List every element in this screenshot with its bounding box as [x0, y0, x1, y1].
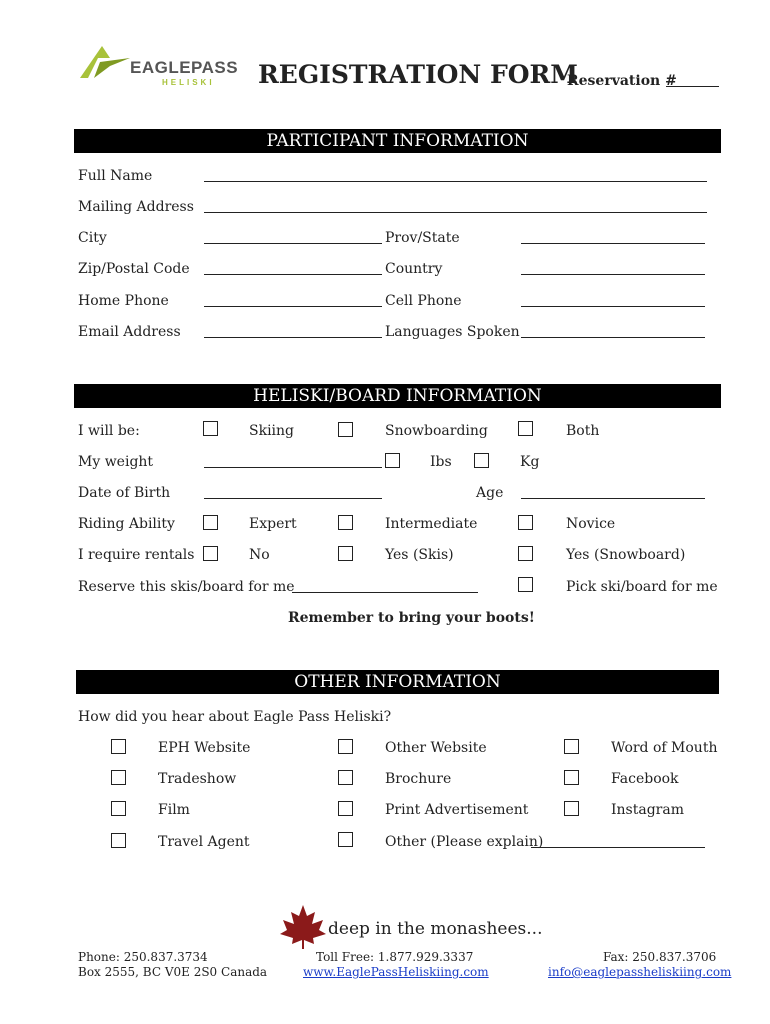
word-of-mouth-label: Word of Mouth: [611, 740, 718, 756]
languages-field[interactable]: [521, 337, 705, 338]
reserve-label: Reserve this skis/board for me: [78, 579, 295, 595]
brochure-label: Brochure: [385, 771, 452, 787]
boots-reminder: Remember to bring your boots!: [288, 610, 535, 626]
instagram-label: Instagram: [611, 802, 684, 818]
facebook-checkbox[interactable]: [564, 770, 579, 785]
rentals-skis-label: Yes (Skis): [385, 547, 454, 563]
rentals-skis-checkbox[interactable]: [338, 546, 353, 561]
other-website-label: Other Website: [385, 740, 487, 756]
tradeshow-label: Tradeshow: [158, 771, 237, 787]
expert-label: Expert: [249, 516, 297, 532]
lbs-checkbox[interactable]: [385, 453, 400, 468]
age-field[interactable]: [521, 498, 705, 499]
footer-address: Box 2555, BC V0E 2S0 Canada: [78, 965, 268, 979]
travel-agent-label: Travel Agent: [158, 834, 250, 850]
city-field[interactable]: [204, 243, 382, 244]
other-explain-field[interactable]: [531, 847, 705, 848]
dob-label: Date of Birth: [78, 485, 171, 501]
skiing-label: Skiing: [249, 423, 295, 439]
languages-label: Languages Spoken: [385, 324, 520, 340]
email-field[interactable]: [204, 337, 382, 338]
print-ad-label: Print Advertisement: [385, 802, 529, 818]
maple-leaf-icon: [279, 904, 327, 950]
expert-checkbox[interactable]: [203, 515, 218, 530]
i-will-be-label: I will be:: [78, 423, 140, 439]
pick-checkbox[interactable]: [518, 577, 533, 592]
eagle-logo-icon: [80, 44, 130, 80]
facebook-label: Facebook: [611, 771, 679, 787]
footer-phone: Phone: 250.837.3734: [78, 950, 208, 964]
skiing-checkbox[interactable]: [203, 421, 218, 436]
rentals-snowboard-label: Yes (Snowboard): [566, 547, 686, 563]
dob-field[interactable]: [204, 498, 382, 499]
pick-label: Pick ski/board for me: [566, 579, 718, 595]
form-title: REGISTRATION FORM: [258, 60, 578, 89]
reservation-label: Reservation #: [567, 73, 677, 89]
snowboarding-label: Snowboarding: [385, 423, 488, 439]
heliski-section-header: HELISKI/BOARD INFORMATION: [74, 384, 721, 408]
kg-label: Kg: [520, 454, 540, 470]
footer-fax: Fax: 250.837.3706: [603, 950, 717, 964]
word-of-mouth-checkbox[interactable]: [564, 739, 579, 754]
rentals-snowboard-checkbox[interactable]: [518, 546, 533, 561]
reservation-field[interactable]: [666, 86, 719, 87]
rentals-label: I require rentals: [78, 547, 195, 563]
my-weight-label: My weight: [78, 454, 154, 470]
intermediate-checkbox[interactable]: [338, 515, 353, 530]
mailing-address-label: Mailing Address: [78, 199, 194, 215]
weight-field[interactable]: [204, 467, 382, 468]
both-label: Both: [566, 423, 600, 439]
other-explain-label: Other (Please explain): [385, 834, 544, 850]
full-name-label: Full Name: [78, 168, 153, 184]
eph-website-checkbox[interactable]: [111, 739, 126, 754]
email-label: Email Address: [78, 324, 181, 340]
kg-checkbox[interactable]: [474, 453, 489, 468]
age-label: Age: [476, 485, 504, 501]
novice-checkbox[interactable]: [518, 515, 533, 530]
website-link[interactable]: www.EaglePassHeliskiing.com: [303, 965, 489, 979]
rentals-no-checkbox[interactable]: [203, 546, 218, 561]
hear-about-question: How did you hear about Eagle Pass Heliski?: [78, 709, 392, 725]
lbs-label: Ibs: [430, 454, 452, 470]
logo-subtext: HELISKI: [162, 78, 215, 87]
full-name-field[interactable]: [204, 181, 707, 182]
prov-state-label: Prov/State: [385, 230, 460, 246]
travel-agent-checkbox[interactable]: [111, 833, 126, 848]
zip-field[interactable]: [204, 274, 382, 275]
email-link[interactable]: info@eaglepassheliskiing.com: [548, 965, 732, 979]
country-field[interactable]: [521, 274, 705, 275]
rentals-no-label: No: [249, 547, 270, 563]
logo-text: EAGLEPASS: [130, 58, 239, 77]
home-phone-field[interactable]: [204, 306, 382, 307]
cell-phone-label: Cell Phone: [385, 293, 462, 309]
other-website-checkbox[interactable]: [338, 739, 353, 754]
both-checkbox[interactable]: [518, 421, 533, 436]
snowboarding-checkbox[interactable]: [338, 422, 353, 437]
reserve-field[interactable]: [292, 592, 478, 593]
mailing-address-field[interactable]: [204, 212, 707, 213]
tagline: deep in the monashees...: [328, 919, 543, 939]
other-section-header: OTHER INFORMATION: [76, 670, 719, 694]
footer-toll-free: Toll Free: 1.877.929.3337: [316, 950, 474, 964]
prov-state-field[interactable]: [521, 243, 705, 244]
city-label: City: [78, 230, 107, 246]
country-label: Country: [385, 261, 443, 277]
tradeshow-checkbox[interactable]: [111, 770, 126, 785]
film-checkbox[interactable]: [111, 801, 126, 816]
riding-ability-label: Riding Ability: [78, 516, 175, 532]
cell-phone-field[interactable]: [521, 306, 705, 307]
participant-section-header: PARTICIPANT INFORMATION: [74, 129, 721, 153]
home-phone-label: Home Phone: [78, 293, 169, 309]
film-label: Film: [158, 802, 190, 818]
intermediate-label: Intermediate: [385, 516, 478, 532]
zip-label: Zip/Postal Code: [78, 261, 190, 277]
brochure-checkbox[interactable]: [338, 770, 353, 785]
other-explain-checkbox[interactable]: [338, 832, 353, 847]
eph-website-label: EPH Website: [158, 740, 251, 756]
novice-label: Novice: [566, 516, 616, 532]
instagram-checkbox[interactable]: [564, 801, 579, 816]
print-ad-checkbox[interactable]: [338, 801, 353, 816]
